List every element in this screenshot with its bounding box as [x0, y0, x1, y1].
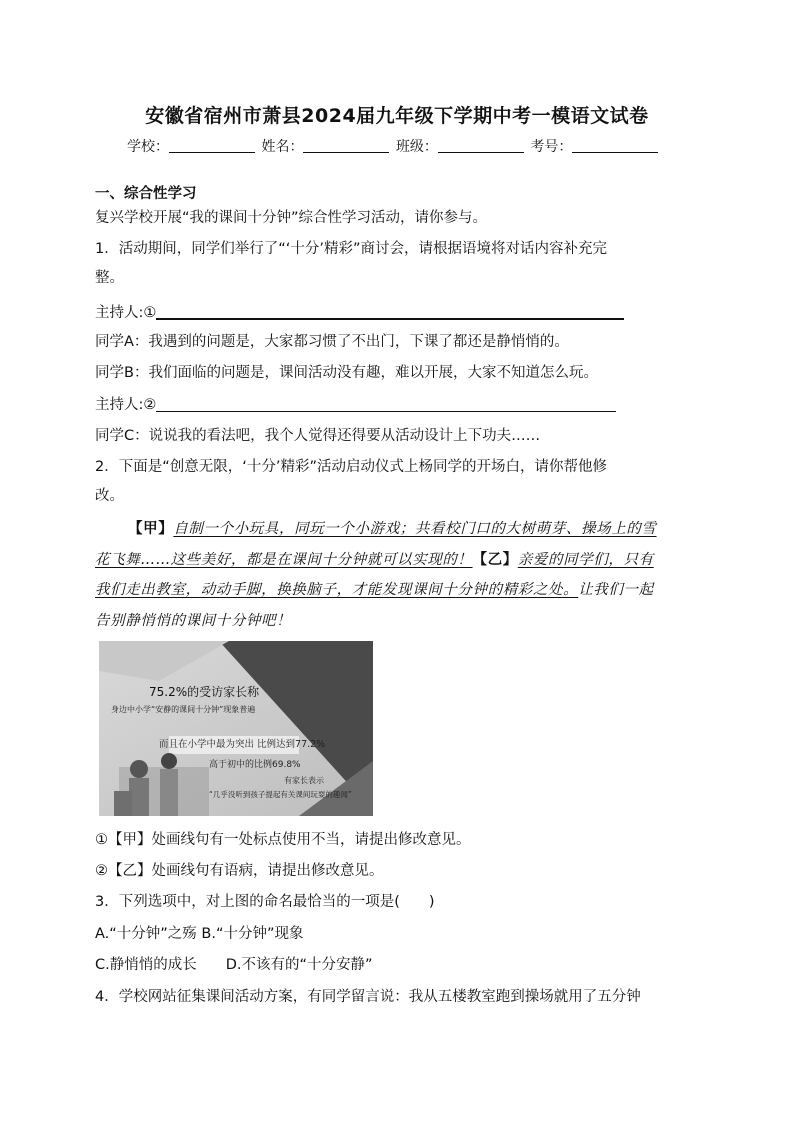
yi-underlined-1: 亲爱的同学们，只有 — [517, 552, 654, 568]
host1-label: 主持人:① — [95, 305, 157, 321]
class-label: 班级： — [395, 139, 438, 155]
q2-sub1: ①【甲】处画线句有一处标点使用不当，请提出修改意见。 — [95, 832, 471, 848]
name-label: 姓名： — [261, 139, 304, 155]
q1-student-c: 同学C：说说我的看法吧，我个人觉得还得要从活动设计上下功夫…… — [95, 428, 541, 444]
yi-underlined-2: 我们走出教室，动动手脚，换换脑子，才能发现课间十分钟的精彩之处。 — [95, 582, 579, 598]
jia-underlined-2: 花飞舞……这些美好，都是在课间十分钟就可以实现的！ — [95, 552, 473, 568]
q1-student-b: 同学B：我们面临的问题是，课间活动没有趣，难以开展，大家不知道怎么玩。 — [95, 365, 598, 381]
student-info-row — [127, 136, 660, 156]
figure-line2: 身边中小学“安静的课间十分钟”现象普遍 — [111, 705, 256, 714]
q2-passage-line3 — [95, 578, 654, 599]
q2-passage-line4: 告别静悄悄的课间十分钟吧！ — [95, 613, 292, 629]
host2-answer-blank[interactable] — [156, 397, 616, 412]
jia-underlined-1: 自制一个小玩具，同玩一个小游戏；共看校门口的大树萌芽、操场上的雪 — [173, 521, 657, 537]
q1-student-a: 同学A：我遇到的问题是，大家都习惯了不出门，下课了都还是静悄悄的。 — [95, 334, 569, 350]
section-heading: 一、综合性学习 — [95, 186, 197, 202]
q3-options-ab: A.“十分钟”之殇 B.“十分钟”现象 — [95, 926, 304, 942]
number-blank[interactable] — [572, 138, 658, 153]
number-label: 考号： — [530, 139, 573, 155]
intro-text: 复兴学校开展“我的课间十分钟”综合性学习活动，请你参与。 — [95, 210, 488, 226]
jia-marker: 【甲】 — [128, 520, 174, 537]
figure-line6: “几乎没听到孩子提起有关课间玩耍的趣闻” — [209, 790, 352, 799]
host2-label: 主持人:② — [95, 397, 157, 413]
survey-figure — [99, 641, 373, 816]
figure-line4: 高于初中的比例69.8% — [209, 760, 301, 770]
q2-passage-line1 — [128, 517, 657, 538]
figure-person-body-3 — [114, 791, 132, 816]
figure-line1: 75.2%的受访家长称 — [149, 685, 260, 699]
passage-tail-1: 让我们一起 — [578, 582, 654, 598]
q2-passage-line2 — [95, 548, 654, 569]
school-blank[interactable] — [169, 138, 255, 153]
host1-answer-blank[interactable] — [156, 304, 624, 320]
q3-options-cd: C.静悄悄的成长 D.不该有的“十分安静” — [95, 957, 373, 973]
yi-marker: 【乙】 — [472, 551, 518, 568]
school-label: 学校： — [127, 139, 169, 155]
class-blank[interactable] — [438, 138, 524, 153]
exam-title: 安徽省宿州市萧县2024届九年级下学期中考一模语文试卷 — [145, 105, 649, 127]
q3-stem: 3．下列选项中，对上图的命名最恰当的一项是( ) — [95, 894, 435, 910]
figure-person-head-1 — [130, 760, 148, 778]
q2-stem-line1: 2．下面是“创意无限，‘十分’精彩”活动启动仪式上杨同学的开场白，请你帮他修 — [95, 459, 607, 475]
figure-line5: 有家长表示 — [284, 776, 324, 785]
q1-stem-line2: 整。 — [95, 270, 124, 286]
q2-stem-line2: 改。 — [95, 488, 124, 504]
figure-person-body-2 — [160, 769, 178, 816]
q1-host2 — [95, 393, 616, 414]
figure-person-head-2 — [161, 753, 177, 769]
q1-stem-line1: 1．活动期间，同学们举行了“‘十分’精彩”商讨会，请根据语境将对话内容补充完 — [95, 241, 607, 257]
figure-line3: 而且在小学中最为突出 比例达到77.2% — [159, 739, 326, 750]
q2-sub2: ②【乙】处画线句有语病，请提出修改意见。 — [95, 863, 384, 879]
q1-host1 — [95, 301, 624, 322]
name-blank[interactable] — [303, 138, 389, 153]
q4-stem-line1: 4．学校网站征集课间活动方案，有同学留言说：我从五楼教室跑到操场就用了五分钟 — [95, 989, 641, 1005]
